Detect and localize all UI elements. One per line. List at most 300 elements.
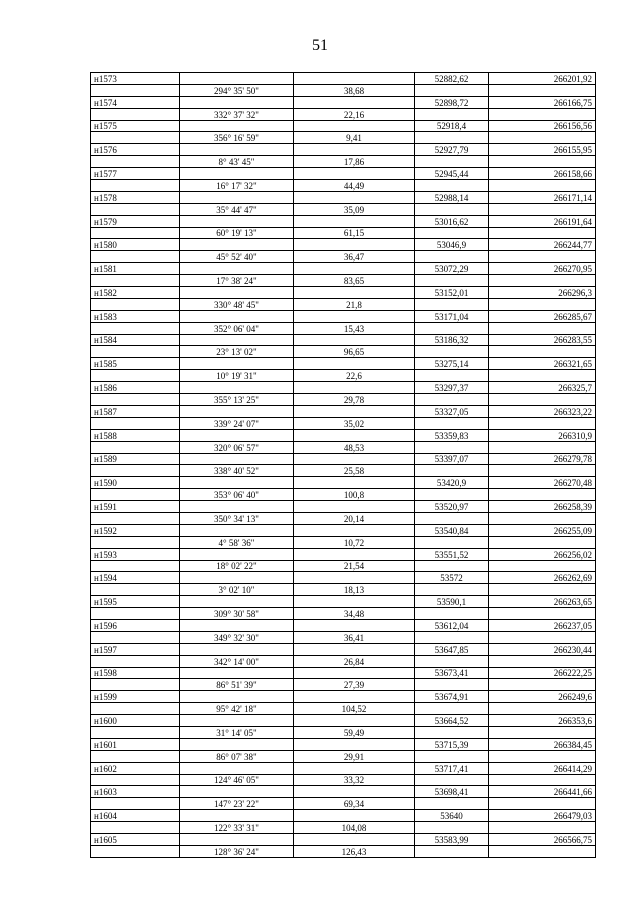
- segment-row: [91, 560, 596, 572]
- empty-cell: [415, 774, 489, 786]
- x-coordinate-cell: 53674,91: [415, 691, 489, 703]
- point-name-cell: н1603: [91, 786, 180, 798]
- distance-cell: 48,53: [294, 441, 415, 453]
- y-coordinate-cell: 266244,77: [489, 239, 596, 251]
- empty-cell: [415, 275, 489, 287]
- empty-cell: [415, 655, 489, 667]
- direction-angle-cell: 353° 06' 40": [180, 489, 294, 501]
- empty-cell: [415, 132, 489, 144]
- empty-cell: [91, 750, 180, 762]
- distance-cell: 126,43: [294, 845, 415, 857]
- point-row: [91, 667, 596, 679]
- empty-cell: [415, 417, 489, 429]
- empty-cell: [415, 750, 489, 762]
- segment-row: [91, 845, 596, 857]
- empty-cell: [294, 738, 415, 750]
- empty-cell: [294, 73, 415, 85]
- empty-cell: [180, 358, 294, 370]
- direction-angle-cell: 338° 40' 52": [180, 465, 294, 477]
- direction-angle-cell: 339° 24' 07": [180, 417, 294, 429]
- empty-cell: [415, 822, 489, 834]
- y-coordinate-cell: 266158,66: [489, 168, 596, 180]
- distance-cell: 34,48: [294, 608, 415, 620]
- segment-row: [91, 108, 596, 120]
- x-coordinate-cell: 53297,37: [415, 382, 489, 394]
- empty-cell: [489, 346, 596, 358]
- direction-angle-cell: 10° 19' 31": [180, 370, 294, 382]
- empty-cell: [180, 477, 294, 489]
- empty-cell: [180, 429, 294, 441]
- direction-angle-cell: 18° 02' 22": [180, 560, 294, 572]
- empty-cell: [489, 156, 596, 168]
- y-coordinate-cell: 266296,3: [489, 287, 596, 299]
- point-row: [91, 191, 596, 203]
- empty-cell: [415, 108, 489, 120]
- x-coordinate-cell: 52882,62: [415, 73, 489, 85]
- y-coordinate-cell: 266279,78: [489, 453, 596, 465]
- x-coordinate-cell: 53152,01: [415, 287, 489, 299]
- direction-angle-cell: 124° 46' 05": [180, 774, 294, 786]
- empty-cell: [294, 96, 415, 108]
- empty-cell: [415, 322, 489, 334]
- y-coordinate-cell: 266201,92: [489, 73, 596, 85]
- segment-row: [91, 394, 596, 406]
- point-row: [91, 834, 596, 846]
- empty-cell: [489, 441, 596, 453]
- segment-row: [91, 703, 596, 715]
- point-row: [91, 738, 596, 750]
- empty-cell: [180, 738, 294, 750]
- empty-cell: [489, 417, 596, 429]
- segment-row: [91, 346, 596, 358]
- empty-cell: [415, 608, 489, 620]
- y-coordinate-cell: 266270,95: [489, 263, 596, 275]
- x-coordinate-cell: 53540,84: [415, 524, 489, 536]
- point-name-cell: н1583: [91, 310, 180, 322]
- empty-cell: [489, 394, 596, 406]
- empty-cell: [180, 572, 294, 584]
- empty-cell: [489, 726, 596, 738]
- y-coordinate-cell: 266325,7: [489, 382, 596, 394]
- point-row: [91, 548, 596, 560]
- distance-cell: 35,02: [294, 417, 415, 429]
- empty-cell: [294, 310, 415, 322]
- empty-cell: [415, 251, 489, 263]
- empty-cell: [415, 584, 489, 596]
- x-coordinate-cell: 53715,39: [415, 738, 489, 750]
- point-row: [91, 405, 596, 417]
- empty-cell: [415, 465, 489, 477]
- distance-cell: 18,13: [294, 584, 415, 596]
- y-coordinate-cell: 266171,14: [489, 191, 596, 203]
- x-coordinate-cell: 53673,41: [415, 667, 489, 679]
- x-coordinate-cell: 52927,79: [415, 144, 489, 156]
- point-name-cell: н1593: [91, 548, 180, 560]
- empty-cell: [180, 524, 294, 536]
- point-row: [91, 691, 596, 703]
- empty-cell: [91, 227, 180, 239]
- segment-row: [91, 774, 596, 786]
- coordinates-table: [90, 72, 596, 858]
- empty-cell: [489, 655, 596, 667]
- segment-row: [91, 417, 596, 429]
- segment-row: [91, 298, 596, 310]
- distance-cell: 9,41: [294, 132, 415, 144]
- empty-cell: [489, 370, 596, 382]
- segment-row: [91, 489, 596, 501]
- empty-cell: [91, 584, 180, 596]
- x-coordinate-cell: 53359,83: [415, 429, 489, 441]
- y-coordinate-cell: 266258,39: [489, 501, 596, 513]
- empty-cell: [415, 536, 489, 548]
- empty-cell: [180, 548, 294, 560]
- segment-row: [91, 132, 596, 144]
- empty-cell: [489, 251, 596, 263]
- point-name-cell: н1589: [91, 453, 180, 465]
- empty-cell: [489, 203, 596, 215]
- empty-cell: [91, 798, 180, 810]
- distance-cell: 26,84: [294, 655, 415, 667]
- y-coordinate-cell: 266270,48: [489, 477, 596, 489]
- empty-cell: [415, 560, 489, 572]
- y-coordinate-cell: 266191,64: [489, 215, 596, 227]
- distance-cell: 22,16: [294, 108, 415, 120]
- point-name-cell: н1580: [91, 239, 180, 251]
- empty-cell: [489, 108, 596, 120]
- x-coordinate-cell: 53275,14: [415, 358, 489, 370]
- empty-cell: [180, 834, 294, 846]
- segment-row: [91, 798, 596, 810]
- empty-cell: [294, 596, 415, 608]
- point-row: [91, 120, 596, 132]
- y-coordinate-cell: 266255,09: [489, 524, 596, 536]
- distance-cell: 29,91: [294, 750, 415, 762]
- direction-angle-cell: 352° 06' 04": [180, 322, 294, 334]
- empty-cell: [91, 180, 180, 192]
- y-coordinate-cell: 266441,66: [489, 786, 596, 798]
- empty-cell: [91, 417, 180, 429]
- empty-cell: [415, 370, 489, 382]
- direction-angle-cell: 330° 48' 45": [180, 298, 294, 310]
- empty-cell: [180, 501, 294, 513]
- point-row: [91, 96, 596, 108]
- segment-row: [91, 679, 596, 691]
- empty-cell: [294, 334, 415, 346]
- empty-cell: [415, 227, 489, 239]
- x-coordinate-cell: 53186,32: [415, 334, 489, 346]
- direction-angle-cell: 342° 14' 00": [180, 655, 294, 667]
- point-name-cell: н1586: [91, 382, 180, 394]
- empty-cell: [180, 191, 294, 203]
- x-coordinate-cell: 53647,85: [415, 643, 489, 655]
- x-coordinate-cell: 53640: [415, 810, 489, 822]
- empty-cell: [489, 608, 596, 620]
- empty-cell: [489, 465, 596, 477]
- empty-cell: [489, 180, 596, 192]
- empty-cell: [180, 310, 294, 322]
- segment-row: [91, 370, 596, 382]
- point-row: [91, 453, 596, 465]
- segment-row: [91, 750, 596, 762]
- segment-row: [91, 322, 596, 334]
- point-name-cell: н1597: [91, 643, 180, 655]
- empty-cell: [415, 631, 489, 643]
- empty-cell: [415, 798, 489, 810]
- distance-cell: 10,72: [294, 536, 415, 548]
- direction-angle-cell: 128° 36' 24": [180, 845, 294, 857]
- empty-cell: [415, 441, 489, 453]
- empty-cell: [294, 619, 415, 631]
- y-coordinate-cell: 266222,25: [489, 667, 596, 679]
- point-name-cell: н1600: [91, 715, 180, 727]
- empty-cell: [489, 798, 596, 810]
- direction-angle-cell: 8° 43' 45": [180, 156, 294, 168]
- x-coordinate-cell: 52898,72: [415, 96, 489, 108]
- point-name-cell: н1575: [91, 120, 180, 132]
- empty-cell: [91, 203, 180, 215]
- empty-cell: [91, 394, 180, 406]
- empty-cell: [489, 845, 596, 857]
- empty-cell: [91, 84, 180, 96]
- distance-cell: 33,32: [294, 774, 415, 786]
- segment-row: [91, 84, 596, 96]
- empty-cell: [294, 168, 415, 180]
- direction-angle-cell: 355° 13' 25": [180, 394, 294, 406]
- empty-cell: [91, 322, 180, 334]
- empty-cell: [91, 298, 180, 310]
- empty-cell: [415, 394, 489, 406]
- empty-cell: [180, 715, 294, 727]
- direction-angle-cell: 349° 32' 30": [180, 631, 294, 643]
- empty-cell: [180, 287, 294, 299]
- y-coordinate-cell: 266256,02: [489, 548, 596, 560]
- point-row: [91, 287, 596, 299]
- direction-angle-cell: 45° 52' 40": [180, 251, 294, 263]
- empty-cell: [489, 322, 596, 334]
- point-name-cell: н1588: [91, 429, 180, 441]
- point-row: [91, 358, 596, 370]
- distance-cell: 100,8: [294, 489, 415, 501]
- empty-cell: [180, 168, 294, 180]
- point-name-cell: н1592: [91, 524, 180, 536]
- point-name-cell: н1605: [91, 834, 180, 846]
- y-coordinate-cell: 266166,75: [489, 96, 596, 108]
- direction-angle-cell: 356° 16' 59": [180, 132, 294, 144]
- point-name-cell: н1591: [91, 501, 180, 513]
- x-coordinate-cell: 53551,52: [415, 548, 489, 560]
- empty-cell: [294, 429, 415, 441]
- empty-cell: [489, 298, 596, 310]
- y-coordinate-cell: 266310,9: [489, 429, 596, 441]
- empty-cell: [180, 382, 294, 394]
- segment-row: [91, 156, 596, 168]
- x-coordinate-cell: 53016,62: [415, 215, 489, 227]
- point-row: [91, 73, 596, 85]
- empty-cell: [294, 382, 415, 394]
- y-coordinate-cell: 266263,65: [489, 596, 596, 608]
- x-coordinate-cell: 53397,07: [415, 453, 489, 465]
- direction-angle-cell: 320° 06' 57": [180, 441, 294, 453]
- x-coordinate-cell: 53590,1: [415, 596, 489, 608]
- distance-cell: 104,52: [294, 703, 415, 715]
- empty-cell: [294, 572, 415, 584]
- point-name-cell: н1590: [91, 477, 180, 489]
- point-name-cell: н1582: [91, 287, 180, 299]
- y-coordinate-cell: 266262,69: [489, 572, 596, 584]
- y-coordinate-cell: 266321,65: [489, 358, 596, 370]
- point-row: [91, 619, 596, 631]
- empty-cell: [294, 834, 415, 846]
- empty-cell: [415, 156, 489, 168]
- distance-cell: 44,49: [294, 180, 415, 192]
- distance-cell: 38,68: [294, 84, 415, 96]
- empty-cell: [489, 679, 596, 691]
- empty-cell: [415, 845, 489, 857]
- empty-cell: [415, 726, 489, 738]
- y-coordinate-cell: 266230,44: [489, 643, 596, 655]
- empty-cell: [294, 358, 415, 370]
- distance-cell: 104,08: [294, 822, 415, 834]
- segment-row: [91, 631, 596, 643]
- point-name-cell: н1595: [91, 596, 180, 608]
- empty-cell: [91, 346, 180, 358]
- direction-angle-cell: 3° 02' 10": [180, 584, 294, 596]
- empty-cell: [489, 703, 596, 715]
- empty-cell: [489, 750, 596, 762]
- x-coordinate-cell: 53327,05: [415, 405, 489, 417]
- distance-cell: 22,6: [294, 370, 415, 382]
- distance-cell: 15,43: [294, 322, 415, 334]
- segment-row: [91, 608, 596, 620]
- empty-cell: [294, 405, 415, 417]
- empty-cell: [91, 156, 180, 168]
- empty-cell: [489, 774, 596, 786]
- point-row: [91, 144, 596, 156]
- empty-cell: [180, 263, 294, 275]
- x-coordinate-cell: 52988,14: [415, 191, 489, 203]
- point-row: [91, 429, 596, 441]
- empty-cell: [294, 810, 415, 822]
- empty-cell: [294, 643, 415, 655]
- point-name-cell: н1573: [91, 73, 180, 85]
- empty-cell: [489, 132, 596, 144]
- segment-row: [91, 441, 596, 453]
- x-coordinate-cell: 53572: [415, 572, 489, 584]
- direction-angle-cell: 17° 38' 24": [180, 275, 294, 287]
- coordinates-table-body: [91, 73, 596, 858]
- distance-cell: 21,54: [294, 560, 415, 572]
- empty-cell: [415, 203, 489, 215]
- empty-cell: [415, 346, 489, 358]
- segment-row: [91, 275, 596, 287]
- empty-cell: [91, 441, 180, 453]
- empty-cell: [91, 108, 180, 120]
- empty-cell: [180, 667, 294, 679]
- segment-row: [91, 251, 596, 263]
- point-name-cell: н1584: [91, 334, 180, 346]
- empty-cell: [294, 263, 415, 275]
- y-coordinate-cell: 266156,56: [489, 120, 596, 132]
- empty-cell: [294, 215, 415, 227]
- empty-cell: [91, 726, 180, 738]
- empty-cell: [91, 703, 180, 715]
- direction-angle-cell: 86° 51' 39": [180, 679, 294, 691]
- segment-row: [91, 726, 596, 738]
- direction-angle-cell: 147° 23' 22": [180, 798, 294, 810]
- x-coordinate-cell: 53171,04: [415, 310, 489, 322]
- empty-cell: [180, 334, 294, 346]
- point-name-cell: н1601: [91, 738, 180, 750]
- point-row: [91, 786, 596, 798]
- x-coordinate-cell: 53520,97: [415, 501, 489, 513]
- empty-cell: [91, 465, 180, 477]
- empty-cell: [91, 536, 180, 548]
- x-coordinate-cell: 53664,52: [415, 715, 489, 727]
- point-row: [91, 572, 596, 584]
- direction-angle-cell: 4° 58' 36": [180, 536, 294, 548]
- empty-cell: [489, 275, 596, 287]
- empty-cell: [91, 608, 180, 620]
- point-name-cell: н1576: [91, 144, 180, 156]
- direction-angle-cell: 35° 44' 47": [180, 203, 294, 215]
- empty-cell: [91, 845, 180, 857]
- distance-cell: 29,78: [294, 394, 415, 406]
- empty-cell: [91, 822, 180, 834]
- empty-cell: [91, 489, 180, 501]
- empty-cell: [91, 370, 180, 382]
- point-row: [91, 477, 596, 489]
- point-row: [91, 310, 596, 322]
- empty-cell: [294, 144, 415, 156]
- empty-cell: [294, 667, 415, 679]
- point-name-cell: н1585: [91, 358, 180, 370]
- empty-cell: [91, 560, 180, 572]
- empty-cell: [294, 287, 415, 299]
- x-coordinate-cell: 53717,41: [415, 762, 489, 774]
- empty-cell: [489, 560, 596, 572]
- distance-cell: 96,65: [294, 346, 415, 358]
- distance-cell: 21,8: [294, 298, 415, 310]
- empty-cell: [489, 227, 596, 239]
- empty-cell: [294, 691, 415, 703]
- empty-cell: [180, 643, 294, 655]
- empty-cell: [415, 489, 489, 501]
- direction-angle-cell: 23° 13' 02": [180, 346, 294, 358]
- point-row: [91, 810, 596, 822]
- point-name-cell: н1587: [91, 405, 180, 417]
- point-row: [91, 263, 596, 275]
- distance-cell: 36,41: [294, 631, 415, 643]
- distance-cell: 59,49: [294, 726, 415, 738]
- empty-cell: [294, 453, 415, 465]
- point-row: [91, 762, 596, 774]
- empty-cell: [294, 120, 415, 132]
- empty-cell: [91, 631, 180, 643]
- empty-cell: [180, 453, 294, 465]
- empty-cell: [180, 239, 294, 251]
- empty-cell: [180, 596, 294, 608]
- empty-cell: [180, 691, 294, 703]
- empty-cell: [294, 715, 415, 727]
- empty-cell: [91, 512, 180, 524]
- empty-cell: [180, 73, 294, 85]
- y-coordinate-cell: 266414,29: [489, 762, 596, 774]
- direction-angle-cell: 16° 17' 32": [180, 180, 294, 192]
- empty-cell: [91, 774, 180, 786]
- x-coordinate-cell: 53698,41: [415, 786, 489, 798]
- page-number: 51: [312, 37, 328, 54]
- direction-angle-cell: 350° 34' 13": [180, 512, 294, 524]
